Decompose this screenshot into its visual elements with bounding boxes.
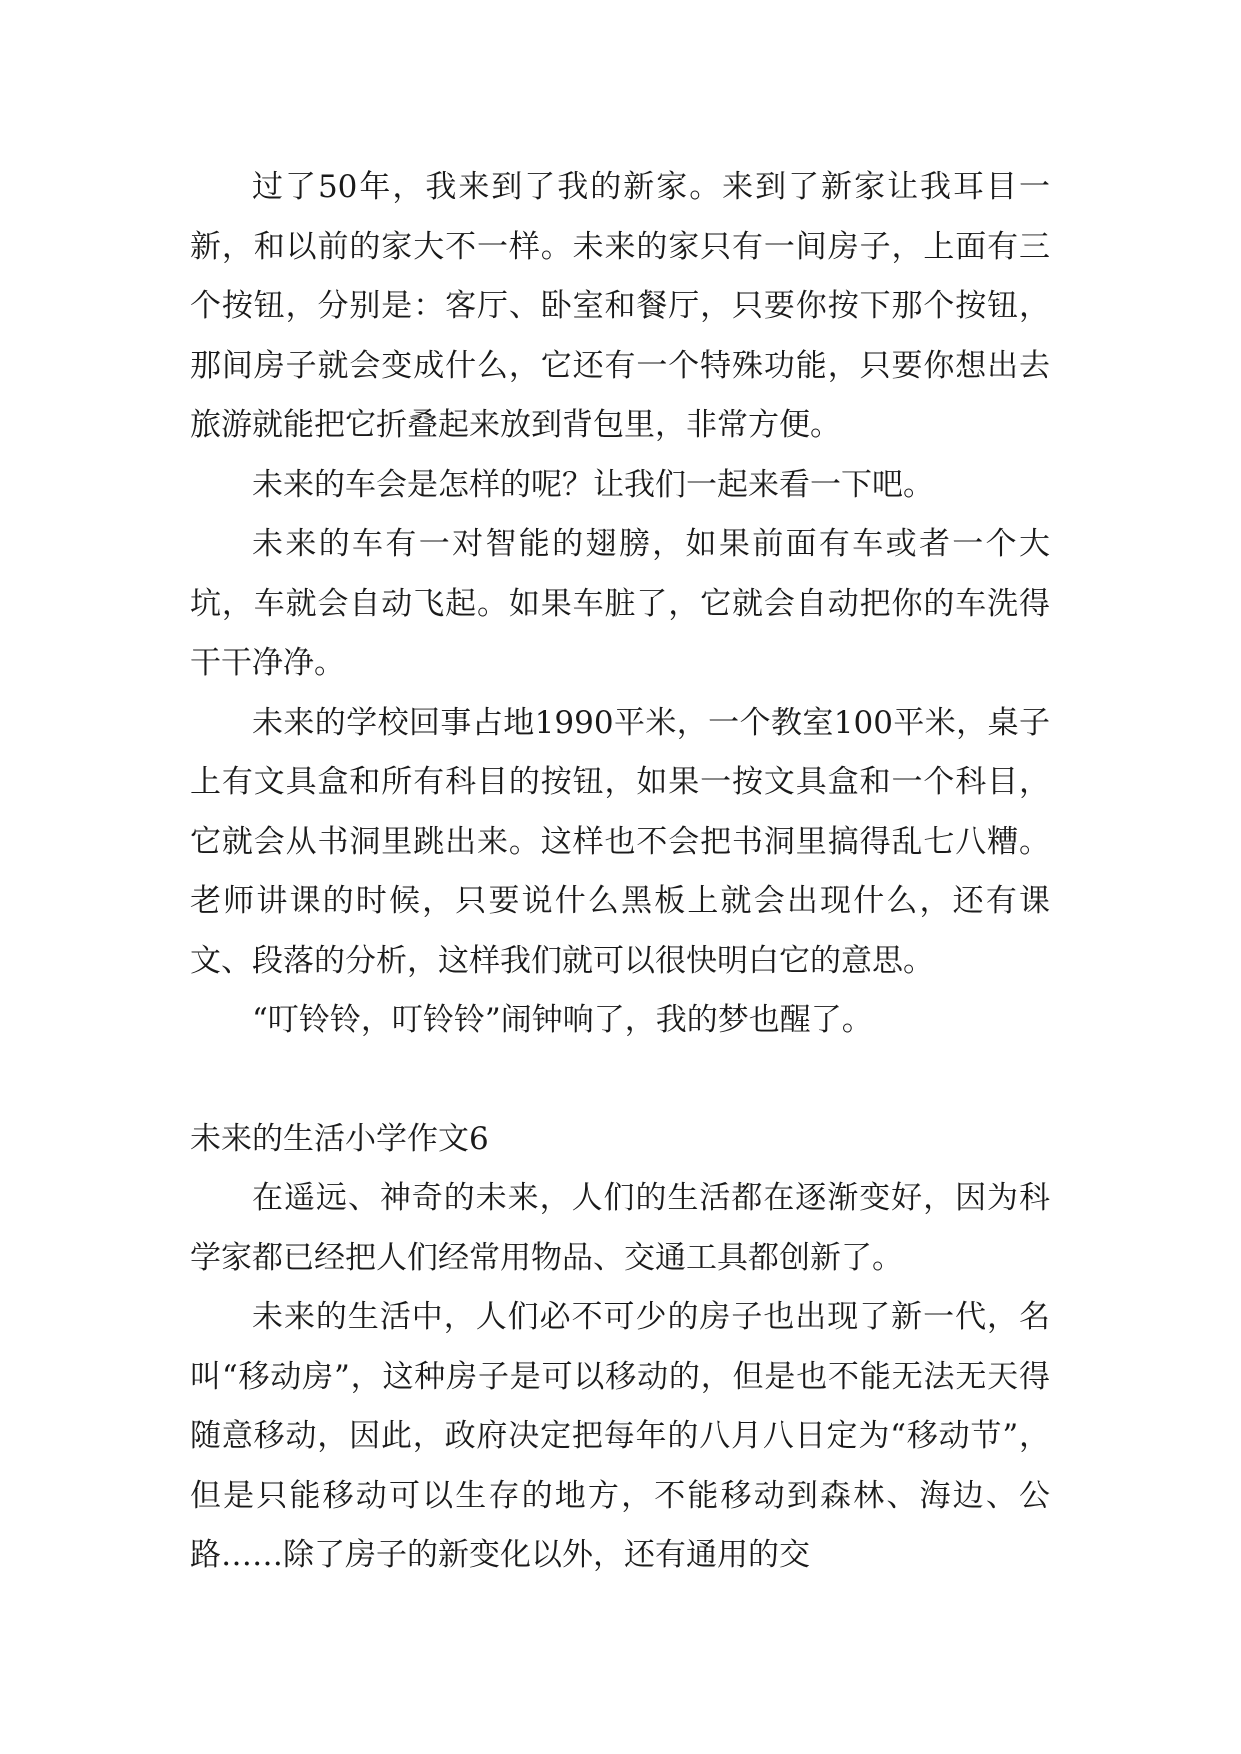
paragraph-alarm-clock: “叮铃铃，叮铃铃”闹钟响了，我的梦也醒了。 — [252, 1002, 873, 1038]
paragraph-mobile-house: 未来的生活中，人们必不可少的房子也出现了新一代，名叫“移动房”，这种房子是可以移动的，但是也不能无法无天得随意移动，因此，政府决定把每年的八月八日定为“移动节”，但是只能移动可以生存的地方，不能移动到森林、海边、公路……除了房子的新变化以外，还有通用的交 — [190, 1299, 1050, 1573]
paragraph-future-car: 未来的车有一对智能的翅膀，如果前面有车或者一个大坑，车就会自动飞起。如果车脏了，它就会自动把你的车洗得干干净净。 — [190, 526, 1050, 681]
paragraph-future-school: 未来的学校回事占地1990平米，一个教室100平米，桌子上有文具盒和所有科目的按钮，如果一按文具盒和一个科目，它就会从书洞里跳出来。这样也不会把书洞里搞得乱七八糟。老师讲课的时候，只要说什么黑板上就会出现什么，还有课文、段落的分析，这样我们就可以很快明白它的意思。 — [190, 704, 1050, 979]
paragraph-new-home: 过了50年，我来到了我的新家。来到了新家让我耳目一新，和以前的家大不一样。未来的家只有一间房子，上面有三个按钮，分别是：客厅、卧室和餐厅，只要你按下那个按钮，那间房子就会变成什么，它还有一个特殊功能，只要你想出去旅游就能把它折叠起来放到背包里，非常方便。 — [190, 169, 1050, 443]
paragraph-future-life-intro: 在遥远、神奇的未来，人们的生活都在逐渐变好，因为科学家都已经把人们经常用物品、交通工具都创新了。 — [190, 1180, 1050, 1276]
document-body — [190, 158, 1050, 1586]
paragraph-car-question: 未来的车会是怎样的呢？让我们一起来看一下吧。 — [252, 466, 934, 503]
section-title: 未来的生活小学作文6 — [190, 1120, 489, 1157]
